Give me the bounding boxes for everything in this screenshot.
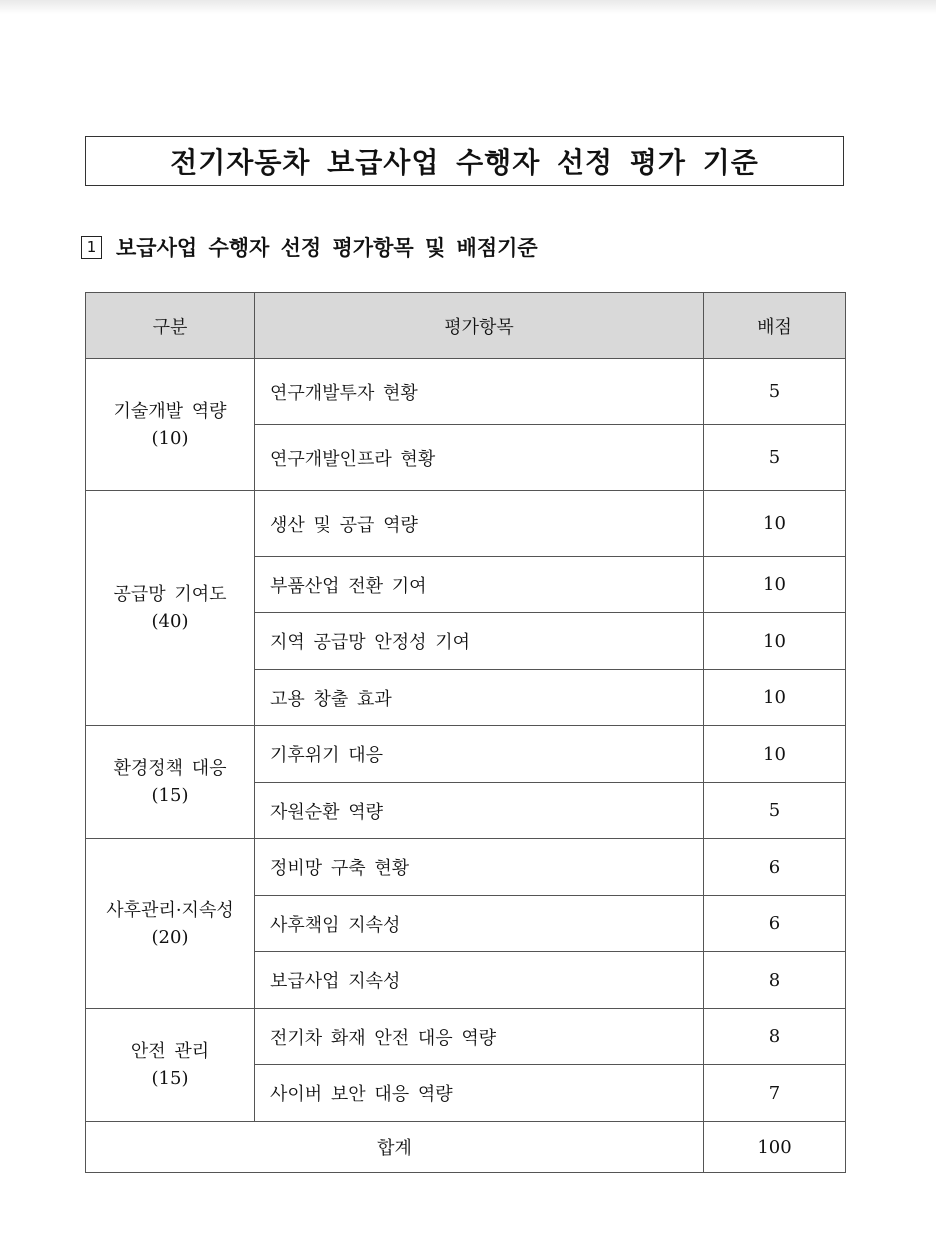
category-name: 기술개발 역량 (113, 400, 227, 422)
table-row (86, 1009, 846, 1065)
section-heading-text: 보급사업 수행자 선정 평가항목 및 배점기준 (116, 235, 538, 260)
item-score: 5 (704, 425, 846, 491)
table-row (86, 359, 846, 425)
section-number-box: 1 (81, 236, 102, 259)
total-label: 합계 (86, 1122, 704, 1173)
item-name: 연구개발투자 현황 (255, 359, 704, 425)
table-row (86, 726, 846, 783)
table-row (86, 839, 846, 896)
category-cell (86, 1009, 255, 1122)
item-score: 10 (704, 491, 846, 557)
table-row (86, 491, 846, 557)
header-score: 배점 (704, 293, 846, 359)
item-score: 5 (704, 359, 846, 425)
item-name: 부품산업 전환 기여 (255, 557, 704, 613)
header-category: 구분 (86, 293, 255, 359)
item-score: 10 (704, 670, 846, 726)
item-name: 사후책임 지속성 (255, 896, 704, 952)
category-weight: (10) (151, 427, 189, 449)
item-score: 7 (704, 1065, 846, 1122)
category-weight: (15) (151, 1068, 189, 1089)
category-cell (86, 839, 255, 1009)
item-score: 10 (704, 613, 846, 670)
category-name: 환경정책 대응 (113, 758, 227, 779)
item-score: 6 (704, 839, 846, 896)
header-item: 평가항목 (255, 293, 704, 359)
page-top-shadow (0, 0, 936, 14)
item-name: 고용 창출 효과 (255, 670, 704, 726)
item-name: 전기차 화재 안전 대응 역량 (255, 1009, 704, 1065)
document-title: 전기자동차 보급사업 수행자 선정 평가 기준 (170, 146, 759, 179)
item-score: 8 (704, 1009, 846, 1065)
total-score: 100 (704, 1122, 846, 1173)
item-name: 생산 및 공급 역량 (255, 491, 704, 557)
item-name: 연구개발인프라 현황 (255, 425, 704, 491)
item-name: 보급사업 지속성 (255, 952, 704, 1009)
category-weight: (15) (151, 785, 189, 806)
category-weight: (20) (151, 926, 189, 948)
item-score: 10 (704, 726, 846, 783)
item-score: 6 (704, 896, 846, 952)
item-name: 자원순환 역량 (255, 783, 704, 839)
item-name: 지역 공급망 안정성 기여 (255, 613, 704, 670)
item-name: 기후위기 대응 (255, 726, 704, 783)
category-name: 공급망 기여도 (113, 584, 227, 605)
item-score: 5 (704, 783, 846, 839)
category-cell (86, 491, 255, 726)
table-header-row (86, 293, 846, 359)
item-score: 10 (704, 557, 846, 613)
section-heading (81, 232, 538, 262)
item-score: 8 (704, 952, 846, 1009)
category-cell (86, 359, 255, 491)
item-name: 사이버 보안 대응 역량 (255, 1065, 704, 1122)
total-row (86, 1122, 846, 1173)
category-name: 안전 관리 (130, 1041, 210, 1062)
category-name: 사후관리·지속성 (106, 899, 234, 921)
category-cell (86, 726, 255, 839)
evaluation-criteria-table (85, 292, 846, 1173)
document-title-box (85, 136, 844, 186)
item-name: 정비망 구축 현황 (255, 839, 704, 896)
category-weight: (40) (151, 611, 189, 632)
